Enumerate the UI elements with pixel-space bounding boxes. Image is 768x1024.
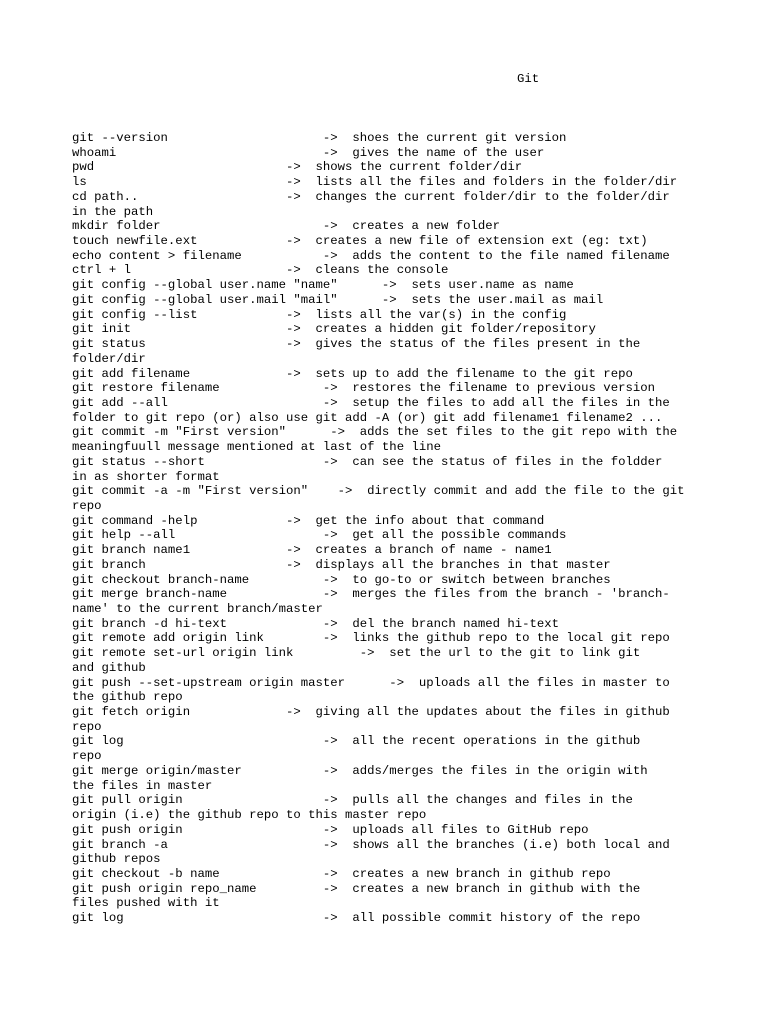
text-line: git branch -a -> shows all the branches (i.e) both local and	[72, 837, 670, 852]
text-line: git status -> gives the status of the files present in the	[72, 337, 641, 352]
text-line: ls -> lists all the files and folders in the folder/dir	[72, 175, 678, 190]
text-line: git config --global user.mail "mail" -> sets the user.mail as mail	[72, 292, 604, 307]
text-line: git add filename -> sets up to add the filename to the git repo	[72, 366, 633, 381]
text-line: ctrl + l -> cleans the console	[72, 263, 449, 278]
text-line: meaningfuull message mentioned at last of the line	[72, 440, 441, 455]
text-line: git log -> all possible commit history of the repo	[72, 911, 641, 926]
text-line: git remote set-url origin link -> set the url to the git to link git	[72, 646, 641, 661]
document-title: Git	[517, 72, 540, 86]
text-line: in the path	[72, 204, 154, 219]
text-line: and github	[72, 660, 146, 675]
text-line: git command -help -> get the info about that command	[72, 513, 545, 528]
text-line: git status --short -> can see the status of files in the foldder	[72, 454, 663, 469]
text-line: git merge origin/master -> adds/merges the files in the origin with	[72, 763, 648, 778]
text-line: mkdir folder -> creates a new folder	[72, 219, 501, 234]
text-line: git push --set-upstream origin master -> uploads all the files in master to	[72, 675, 670, 690]
text-line: git pull origin -> pulls all the changes and files in the	[72, 793, 633, 808]
text-line: git checkout branch-name -> to go-to or switch between branches	[72, 572, 611, 587]
text-line: repo	[72, 749, 102, 764]
text-line: git commit -m "First version" -> adds the set files to the git repo with the	[72, 425, 678, 440]
text-line: git log -> all the recent operations in the github	[72, 734, 641, 749]
text-line: git remote add origin link -> links the github repo to the local git repo	[72, 631, 670, 646]
text-line: name' to the current branch/master	[72, 602, 323, 616]
text-line: folder to git repo (or) also use git add -A (or) git add filename1 filename2 ...	[72, 410, 663, 425]
text-line: whoami -> gives the name of the user	[72, 145, 545, 160]
text-line: repo	[72, 498, 102, 513]
text-line: git init -> creates a hidden git folder/repository	[72, 322, 596, 337]
text-line: the files in master	[72, 778, 213, 793]
text-line: git push origin repo_name -> creates a new branch in github with the	[72, 881, 641, 896]
text-line: github repos	[72, 852, 161, 867]
text-line: git merge branch-name -> merges the files from the branch - 'branch-	[72, 587, 670, 602]
text-line: git config --global user.name "name" -> sets user.name as name	[72, 278, 574, 293]
document-body	[72, 131, 712, 926]
text-line: git config --list -> lists all the var(s) in the config	[72, 307, 567, 322]
text-line: cd path.. -> changes the current folder/dir to the folder/dir	[72, 189, 670, 204]
text-line: git branch name1 -> creates a branch of name - name1	[72, 543, 552, 558]
text-line: git push origin -> uploads all files to GitHub repo	[72, 822, 589, 837]
text-line: in as shorter format	[72, 469, 220, 484]
text-line: git fetch origin -> giving all the updates about the files in github	[72, 705, 670, 720]
text-line: folder/dir	[72, 351, 146, 366]
text-line: git add --all -> setup the files to add all the files in the	[72, 395, 670, 410]
text-line: git --version -> shoes the current git version	[72, 131, 567, 145]
text-line: echo content > filename -> adds the content to the file named filename	[72, 248, 670, 263]
text-line: files pushed with it	[72, 896, 220, 911]
text-line: git branch -> displays all the branches in that master	[72, 557, 611, 572]
text-line: git commit -a -m "First version" -> directly commit and add the file to the git	[72, 484, 685, 499]
text-line: git restore filename -> restores the filename to previous version	[72, 381, 655, 396]
text-line: git help --all -> get all the possible commands	[72, 528, 567, 543]
text-line: the github repo	[72, 690, 183, 705]
text-line: origin (i.e) the github repo to this master repo	[72, 808, 427, 823]
text-line: git branch -d hi-text -> del the branch named hi-text	[72, 616, 560, 631]
text-line: pwd -> shows the current folder/dir	[72, 160, 523, 175]
text-line: git checkout -b name -> creates a new branch in github repo	[72, 866, 611, 881]
text-line: repo	[72, 719, 102, 734]
text-line: touch newfile.ext -> creates a new file of extension ext (eg: txt)	[72, 234, 648, 249]
